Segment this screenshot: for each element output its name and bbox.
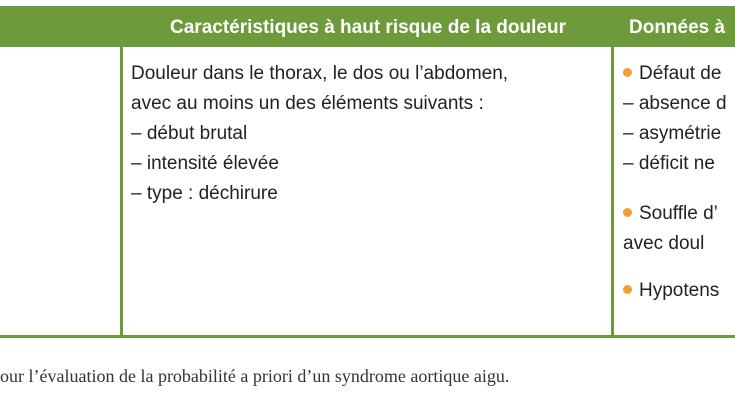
col3-row xyxy=(623,229,704,259)
column-divider-2 xyxy=(611,6,614,338)
col3-row xyxy=(623,276,719,306)
col3-cell xyxy=(623,59,733,359)
col2-line: avec au moins un des éléments suivants : xyxy=(131,93,484,114)
header-col2: Caractéristiques à haut risque de la douleur xyxy=(170,17,566,38)
bullet-icon xyxy=(623,285,632,294)
table-header-row xyxy=(0,6,735,47)
col3-row xyxy=(623,199,718,229)
risk-table xyxy=(0,6,735,338)
header-col3: Données à xyxy=(629,17,726,38)
table-caption: our l’évaluation de la probabilité a priori d’un syndrome aortique aigu. xyxy=(0,366,510,386)
col3-row xyxy=(623,149,715,179)
col3-row xyxy=(623,89,727,119)
col3-row-text: – déficit ne xyxy=(623,153,715,174)
col2-cell xyxy=(131,59,508,209)
col2-line: – début brutal xyxy=(131,123,248,144)
bullet-icon xyxy=(623,208,632,217)
col3-row-text: Défaut de xyxy=(639,63,722,84)
col2-line: – intensité élevée xyxy=(131,153,279,174)
column-divider-1 xyxy=(120,6,123,338)
col3-row-text: avec doul xyxy=(623,233,705,254)
header-col1 xyxy=(0,6,120,47)
col3-row xyxy=(623,59,721,89)
col3-row-text: – asymétrie xyxy=(623,123,722,144)
col2-line: Douleur dans le thorax, le dos ou l’abdomen, xyxy=(131,63,509,84)
col3-row-text: Souffle d’ xyxy=(639,203,718,224)
col3-row-text: – absence d xyxy=(623,93,727,114)
col3-row-text: Hypotens xyxy=(639,280,720,301)
col3-row xyxy=(623,119,721,149)
bullet-icon xyxy=(623,68,632,77)
col2-line: – type : déchirure xyxy=(131,183,278,204)
